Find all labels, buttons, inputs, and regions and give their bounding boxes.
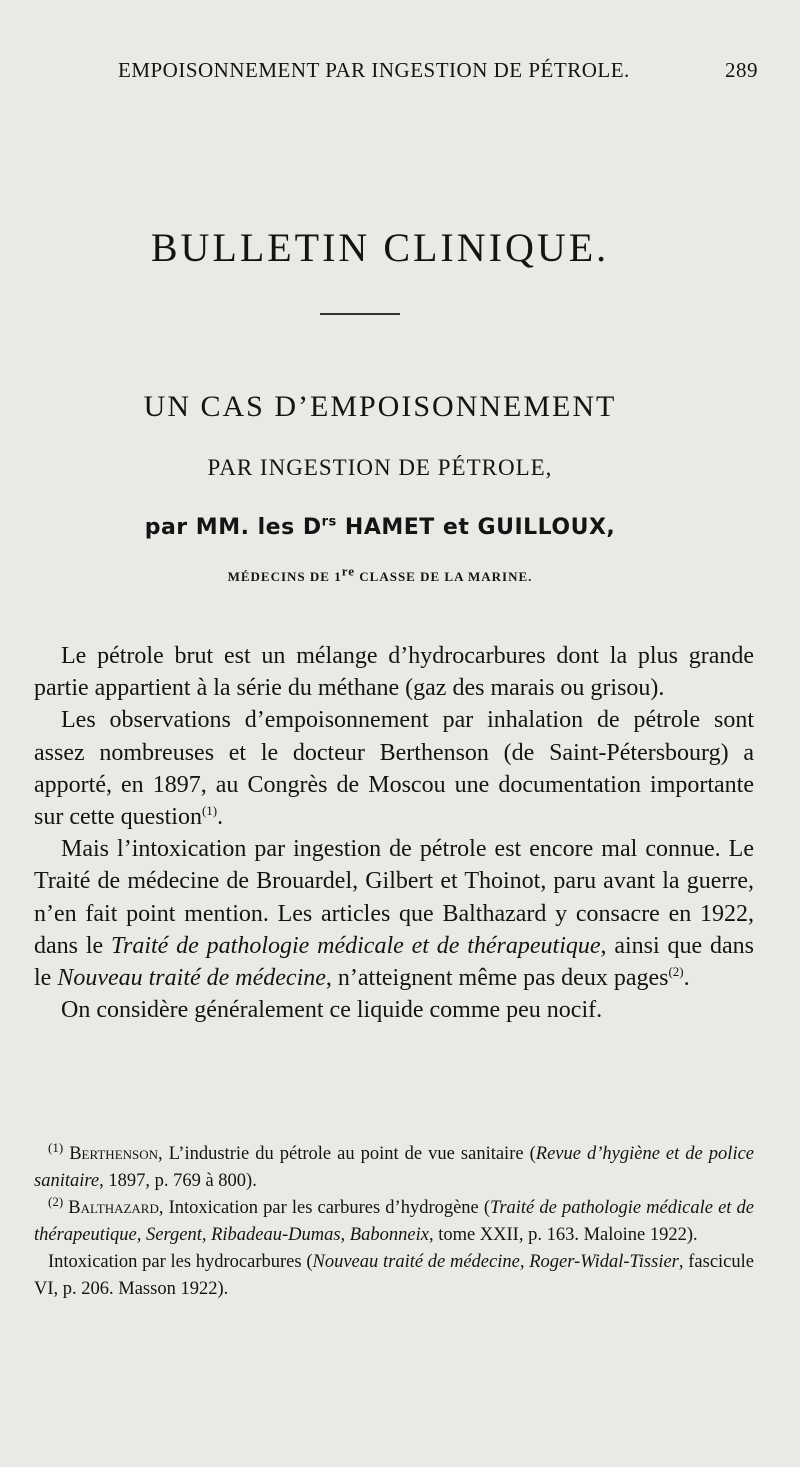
paragraph-2-end: . (217, 804, 224, 831)
paragraph-3-c: , n’atteignent même pas deux pages (325, 965, 669, 992)
paragraph-2 (34, 704, 754, 833)
page-number: 289 (725, 58, 758, 82)
footnote-2 (34, 1195, 754, 1249)
footnote-3 (34, 1249, 754, 1303)
affiliation-suffix: CLASSE DE LA MARINE. (355, 569, 533, 584)
authors-sup: rs (321, 514, 337, 530)
footnote-2-author: Balthazard (63, 1198, 159, 1218)
footnote-3-b: , fascicule VI, p. 206. Masson 1922). (34, 1252, 754, 1299)
footnote-1-mark: (1) (48, 1139, 64, 1155)
paragraph-3-b: , ainsi que dans le (34, 932, 754, 992)
affiliation-line (0, 563, 760, 585)
footnote-2-b: , tome XXII, p. 163. Maloine 1922). (428, 1225, 698, 1245)
footnote-2-italic: Traité de pathologie médicale et de thérapeutique, Sergent, Ribadeau-Dumas, Babonneix (34, 1198, 754, 1245)
body-text (34, 640, 754, 1026)
footnote-1 (34, 1141, 754, 1195)
footnote-1-a: , L’industrie du pétrole au point de vue sanitaire ( (158, 1144, 536, 1164)
footnote-2-a: , Intoxication par les carbures d’hydrogène ( (158, 1198, 491, 1218)
authors-line (0, 515, 760, 540)
running-head-title: EMPOISONNEMENT PAR INGESTION DE PÉTROLE. (118, 58, 630, 82)
paragraph-3 (34, 833, 754, 994)
paragraph-3-italic-1: Traité de pathologie médicale et de thérapeutique (110, 932, 601, 959)
footnotes (34, 1141, 754, 1303)
paragraph-3-italic-2: Nouveau traité de médecine (57, 965, 326, 992)
paragraph-4: On considère généralement ce liquide comme peu nocif. (61, 997, 603, 1024)
paragraph-3-end: . (683, 965, 690, 992)
footnote-ref-2: (2) (668, 964, 684, 980)
footnote-ref-1: (1) (201, 803, 218, 819)
footnote-1-b: , 1897, p. 769 à 800). (99, 1171, 257, 1191)
article-title: UN CAS D’EMPOISONNEMENT (143, 390, 617, 423)
footnote-1-italic: Revue d’hygiène et de police sanitaire (34, 1144, 755, 1191)
section-title: BULLETIN CLINIQUE. (150, 225, 610, 270)
affiliation-prefix: MÉDECINS DE 1 (227, 569, 342, 584)
paragraph-2-text: Les observations d’empoisonnement par inhalation de pétrole sont assez nombreuses et le docteur Berthenson (de Saint-Pétersbourg) a apporté, en 1897, au Congrès de Moscou une documentation importante sur cette question (34, 707, 754, 831)
divider-rule (320, 313, 400, 315)
authors-prefix: par MM. les D (144, 515, 322, 540)
paragraph-1: Le pétrole brut est un mélange d’hydrocarbures dont la plus grande partie appartient à la série du méthane (gaz des marais ou grisou). (34, 643, 754, 702)
footnote-3-italic: Nouveau traité de médecine, Roger-Widal-Tissier (312, 1252, 679, 1272)
affiliation-sup: re (341, 563, 356, 579)
footnote-1-author: Berthenson (63, 1144, 159, 1164)
paragraph-3-a: Mais l’intoxication par ingestion de pétrole est encore mal connue. Le Traité de médecine de Brouardel, Gilbert et Thoinot, paru avant la guerre, n’en fait point mention. Les articles que Balthazard y consacre en 1922, dans le (34, 836, 754, 959)
article-subtitle: PAR INGESTION DE PÉTROLE, (207, 455, 553, 480)
authors-names: HAMET et GUILLOUX, (336, 515, 616, 540)
footnote-2-mark: (2) (48, 1193, 64, 1209)
footnote-3-a: Intoxication par les hydrocarbures ( (48, 1252, 313, 1272)
